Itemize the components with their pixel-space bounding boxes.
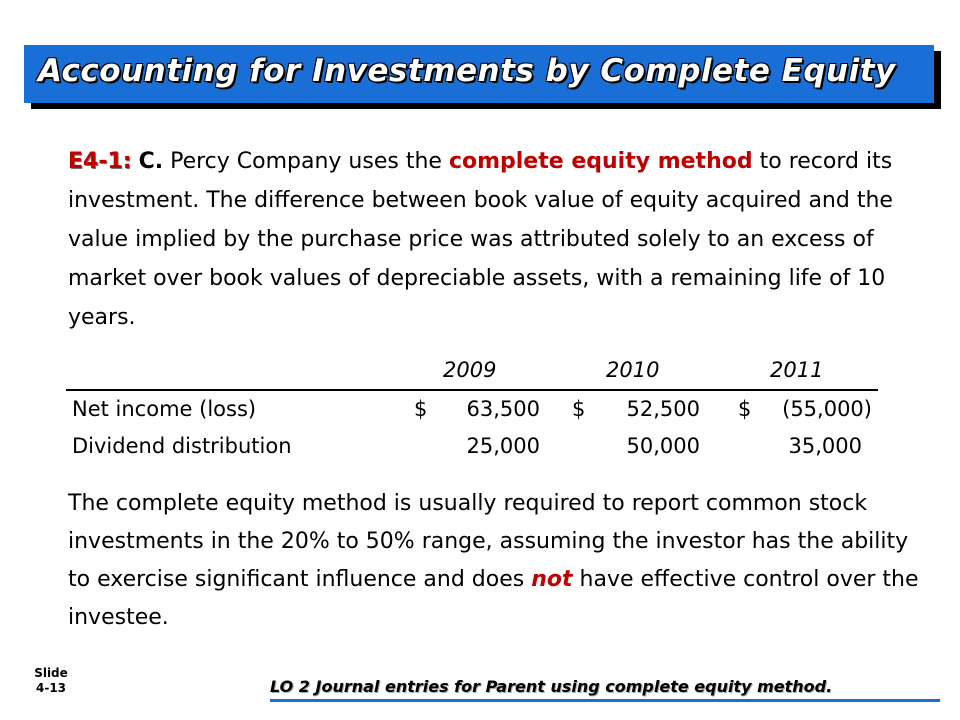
exercise-part: C. bbox=[138, 149, 164, 174]
value-2010-net-income: 52,500 bbox=[626, 397, 700, 421]
year-header-2009: 2009 bbox=[443, 358, 497, 382]
currency-2010-net-income: $ bbox=[572, 397, 586, 421]
note-emphasis: not bbox=[531, 567, 573, 592]
slide-title: Accounting for Investments by Complete Equity bbox=[38, 53, 896, 89]
intro-highlight: complete equity method bbox=[448, 149, 753, 174]
learning-objective: LO 2 Journal entries for Parent using complete equity method. bbox=[270, 677, 833, 696]
note-text-after: have effective control over the investee. bbox=[68, 567, 919, 630]
currency-2011-net-income: $ bbox=[738, 397, 752, 421]
year-header-2011: 2011 bbox=[770, 358, 824, 382]
value-2011-net-income: (55,000) bbox=[782, 397, 872, 421]
value-2009-net-income: 63,500 bbox=[466, 397, 540, 421]
year-header-2010: 2010 bbox=[606, 358, 660, 382]
exercise-id: E4-1: bbox=[68, 149, 132, 174]
row-label-net-income: Net income (loss) bbox=[72, 397, 257, 421]
table-header-rule bbox=[66, 389, 878, 391]
title-bar bbox=[24, 45, 934, 103]
exercise-description bbox=[68, 142, 928, 337]
equity-method-note bbox=[68, 485, 928, 637]
slide-number: 4-13 bbox=[35, 681, 67, 695]
slide-number-label bbox=[26, 666, 76, 696]
intro-text-after: to record its investment. The difference between book value of equity acquired and the value implied by the purchase price was attributed solely to an excess of market over book values of depreciable assets, with a remaining life of 10 years. bbox=[68, 149, 893, 330]
value-2010-dividend: 50,000 bbox=[626, 434, 700, 458]
currency-2009-net-income: $ bbox=[414, 397, 428, 421]
slide-word: Slide bbox=[34, 666, 68, 680]
note-text-before: The complete equity method is usually required to report common stock investments in the 20% to 50% range, assuming the investor has the ability to exercise significant influence and does bbox=[68, 491, 909, 592]
row-label-dividend: Dividend distribution bbox=[72, 434, 292, 458]
learning-objective-underline bbox=[270, 699, 940, 702]
value-2011-dividend: 35,000 bbox=[788, 434, 862, 458]
value-2009-dividend: 25,000 bbox=[466, 434, 540, 458]
intro-text-before: Percy Company uses the bbox=[170, 149, 442, 174]
